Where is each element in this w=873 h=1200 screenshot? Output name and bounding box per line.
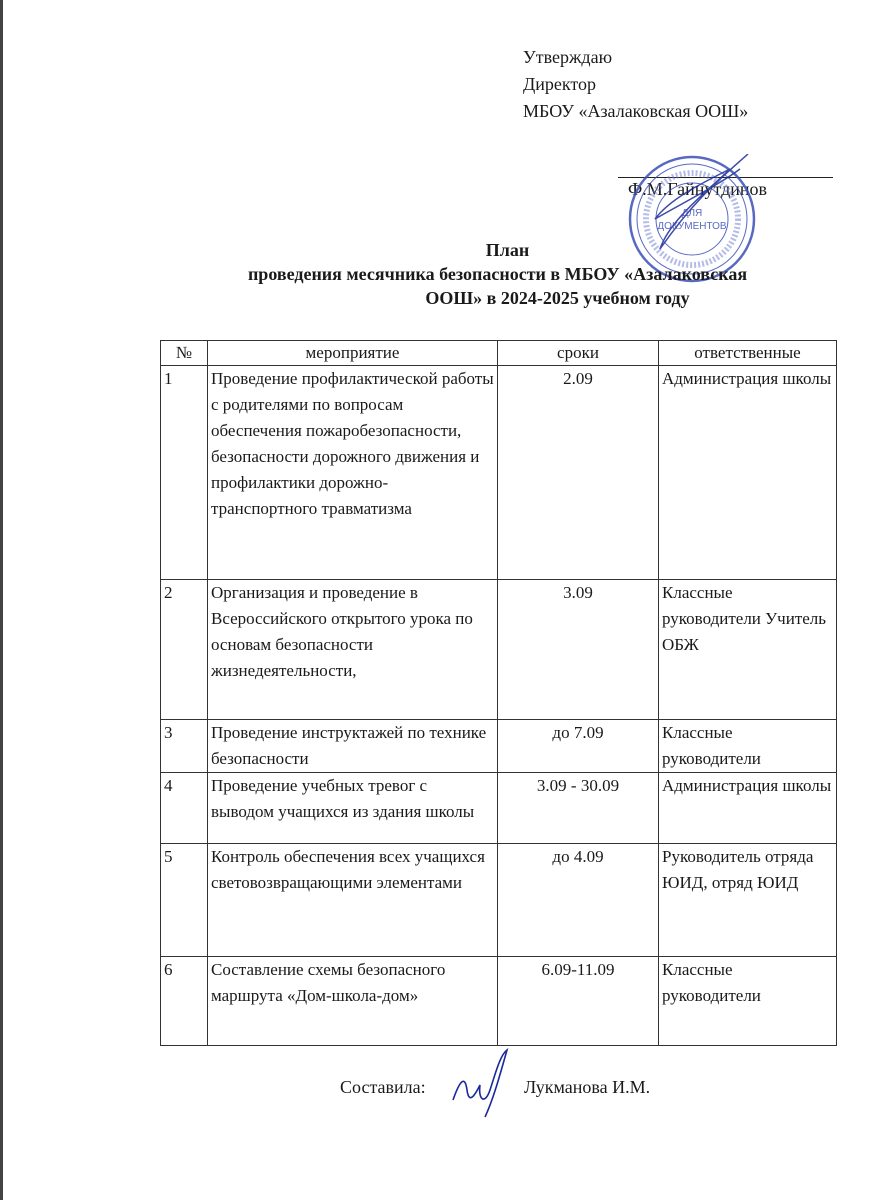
title-line: ООШ» в 2024-2025 учебном году (425, 288, 690, 308)
row-activity: Организация и проведение в Всероссийского открытого урока по основам безопасности жизнедеятельности, (208, 580, 498, 720)
row-activity: Проведение профилактической работы с родителями по вопросам обеспечения пожаробезопасности, безопасности дорожного движения и профилактики дорожно-транспортного травматизма (208, 366, 498, 580)
row-number: 3 (161, 720, 208, 773)
header-number: № (161, 341, 208, 366)
row-responsible: Классные руководители Учитель ОБЖ (659, 580, 837, 720)
svg-text:ДОКУМЕНТОВ: ДОКУМЕНТОВ (657, 221, 727, 232)
title-line: проведения месячника безопасности в МБОУ «Азалаковская (247, 264, 748, 284)
row-number: 5 (161, 844, 208, 957)
row-number: 2 (161, 580, 208, 720)
compiler-signature (445, 1045, 520, 1120)
approval-organization: МБОУ «Азалаковская ООШ» (523, 101, 749, 121)
approval-line: Утверждаю (523, 47, 613, 67)
row-responsible: Классные руководители (659, 957, 837, 1046)
row-activity: Контроль обеспечения всех учащихся световозвращающими элементами (208, 844, 498, 957)
document-title (150, 238, 865, 310)
header-responsible: ответственные (659, 341, 837, 366)
row-date: 3.09 (498, 580, 659, 720)
approval-position: Директор (523, 74, 597, 94)
row-activity: Проведение учебных тревог с выводом учащихся из здания школы (208, 773, 498, 844)
plan-table (160, 340, 837, 1046)
table-row (161, 580, 837, 720)
approval-block (523, 44, 748, 125)
row-date: 6.09-11.09 (498, 957, 659, 1046)
row-activity: Проведение инструктажей по технике безопасности (208, 720, 498, 773)
row-responsible: Администрация школы (659, 773, 837, 844)
row-activity: Составление схемы безопасного маршрута «Дом-школа-дом» (208, 957, 498, 1046)
row-date: 3.09 - 30.09 (498, 773, 659, 844)
header-date: сроки (498, 341, 659, 366)
title-heading: План (485, 240, 530, 260)
header-activity: мероприятие (208, 341, 498, 366)
table-row (161, 844, 837, 957)
row-number: 4 (161, 773, 208, 844)
director-name: Ф.М.Гайнутдинов (628, 179, 767, 199)
compiled-label: Составила: (340, 1077, 426, 1097)
table-row (161, 366, 837, 580)
table-row (161, 720, 837, 773)
row-date: до 4.09 (498, 844, 659, 957)
row-number: 1 (161, 366, 208, 580)
row-date: до 7.09 (498, 720, 659, 773)
table-row (161, 773, 837, 844)
row-date: 2.09 (498, 366, 659, 580)
table-header-row (161, 341, 837, 366)
compiler-name: Лукманова И.М. (524, 1077, 651, 1097)
row-responsible: Руководитель отряда ЮИД, отряд ЮИД (659, 844, 837, 957)
row-number: 6 (161, 957, 208, 1046)
svg-text:ДЛЯ: ДЛЯ (681, 208, 703, 219)
row-responsible: Классные руководители (659, 720, 837, 773)
table-row (161, 957, 837, 1046)
scan-edge (0, 0, 3, 1200)
row-responsible: Администрация школы (659, 366, 837, 580)
